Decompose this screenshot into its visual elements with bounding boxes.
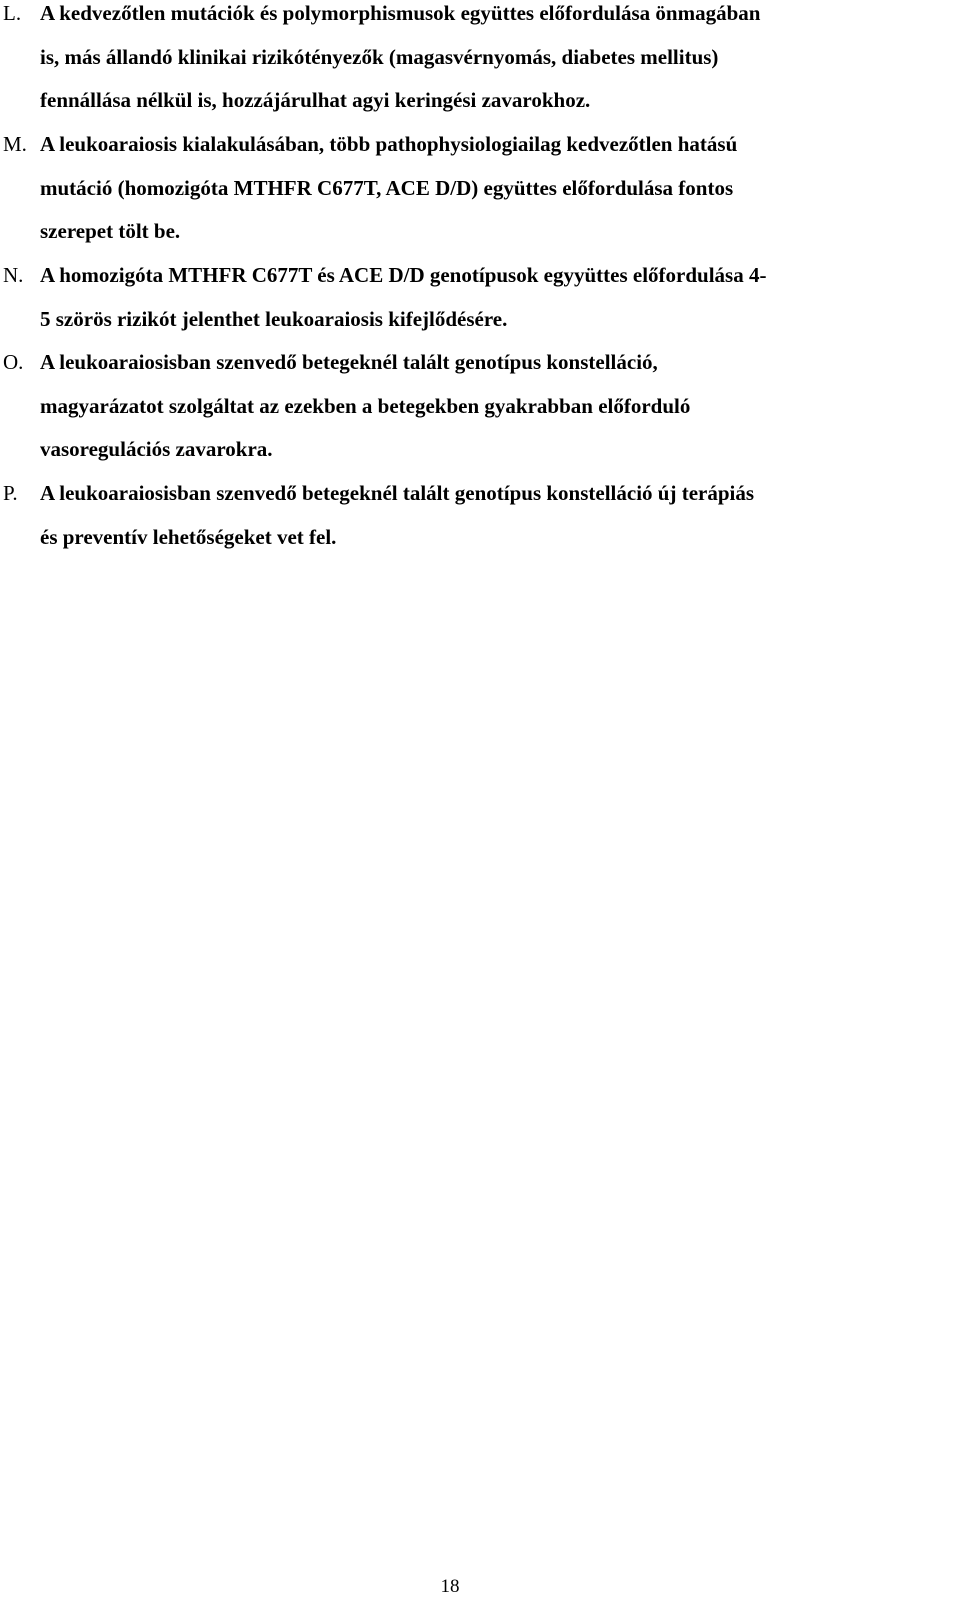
text-line: A leukoaraiosisban szenvedő betegeknél talált genotípus konstelláció, <box>40 350 658 374</box>
text-line: A leukoaraiosisban szenvedő betegeknél talált genotípus konstelláció új terápiás <box>40 481 755 505</box>
text-line: A homozigóta MTHFR C677T és ACE D/D genotípusok egyyüttes előfordulása 4- <box>40 263 767 287</box>
item-marker: P. <box>3 481 18 505</box>
text-line: 5 szörös rizikót jelenthet leukoaraiosis kifejlődésére. <box>40 306 508 331</box>
item-text <box>40 254 945 341</box>
conclusion-item-m <box>0 123 945 254</box>
item-marker: M. <box>3 132 27 156</box>
text-line: és preventív lehetőségeket vet fel. <box>40 524 337 549</box>
conclusion-item-o <box>0 341 945 472</box>
text-line: vasoregulációs zavarokra. <box>40 437 273 461</box>
conclusion-item-l <box>0 0 945 123</box>
text-line: is, más állandó klinikai rizikótényezők (magasvérnyomás, diabetes mellitus) <box>40 44 719 69</box>
page-number <box>0 1576 960 1598</box>
item-text <box>40 472 945 559</box>
text-line: magyarázatot szolgáltat az ezekben a betegekben gyakrabban előforduló <box>40 393 691 418</box>
item-text <box>40 0 945 123</box>
page-number-text: 18 <box>440 1576 460 1597</box>
text-line: A leukoaraiosis kialakulásában, több pathophysiologiailag kedvezőtlen hatású <box>40 132 738 156</box>
item-text <box>40 341 945 472</box>
conclusion-item-n <box>0 254 945 341</box>
text-line: fennállása nélkül is, hozzájárulhat agyi keringési zavarokhoz. <box>40 88 591 112</box>
item-marker: N. <box>3 263 24 287</box>
item-text <box>40 123 945 254</box>
text-line: mutáció (homozigóta MTHFR C677T, ACE D/D) együttes előfordulása fontos <box>40 175 734 200</box>
item-marker: O. <box>3 350 24 374</box>
conclusion-item-p <box>0 472 945 559</box>
item-marker: L. <box>3 1 22 25</box>
text-line: szerepet tölt be. <box>40 219 181 243</box>
text-line: A kedvezőtlen mutációk és polymorphismusok együttes előfordulása önmagában <box>40 1 761 25</box>
